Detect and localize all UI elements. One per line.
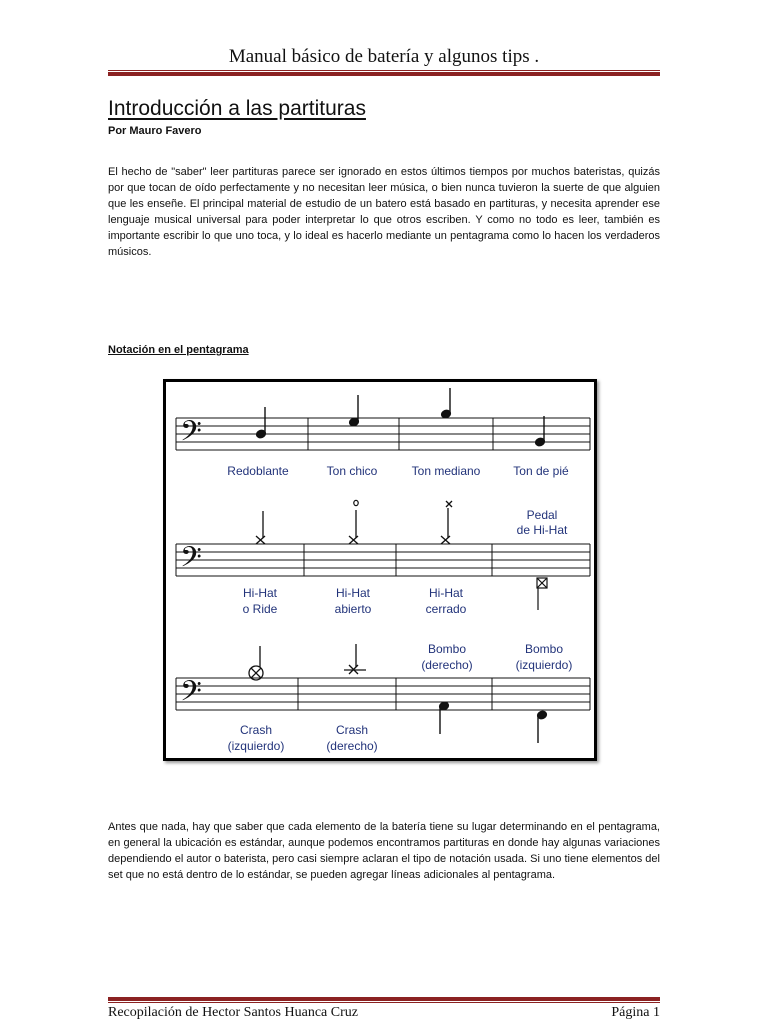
note-hi-hat-abierto (349, 500, 358, 544)
body-paragraph: Antes que nada, hay que saber que cada elemento de la batería tiene su lugar determinando en el pentagrama, en general la ubicación es estándar, aunque podemos encontramos partituras en donde hay algunas variaciones dependiendo el autor o baterista, pero casi siempre aclaran el tipo de notación usada. Si uno tiene elementos del set que no está dentro de lo estándar, se pueden agregar líneas adicionales al pentagrama. (108, 821, 660, 881)
drum-notation-figure (163, 379, 597, 761)
label-crash-i-line2: (izquierdo) (227, 739, 285, 753)
label-bombo-i-line1: Bombo (524, 642, 564, 656)
note-bombo-derecho (439, 701, 450, 734)
staff-row-2 (176, 544, 590, 576)
section-heading: Notación en el pentagrama (108, 344, 249, 356)
header-rule-thick (108, 72, 660, 76)
label-bombo-d-line2: (derecho) (421, 658, 473, 672)
label-hh-cerrado-line2: cerrado (425, 602, 467, 616)
label-ton-mediano: Ton mediano (411, 464, 481, 478)
staff-row-1 (176, 418, 590, 450)
footer-credit: Recopilación de Hector Santos Huanca Cruz (108, 1005, 358, 1020)
note-hi-hat-ride (256, 511, 265, 544)
bass-clef-icon: 𝄢 (180, 675, 202, 715)
footer-rule (108, 1002, 660, 1003)
notation-chart (166, 382, 594, 758)
label-hh-abierto-line2: abierto (334, 602, 372, 616)
label-crash-d-line1: Crash (335, 723, 369, 737)
label-redoblante: Redoblante (227, 464, 289, 478)
label-hh-ride-line1: Hi-Hat (242, 586, 278, 600)
staff-row-3 (176, 678, 590, 710)
document-author: Por Mauro Favero (108, 125, 202, 137)
label-hh-cerrado-line1: Hi-Hat (428, 586, 464, 600)
bass-clef-icon: 𝄢 (180, 541, 202, 581)
note-hi-hat-cerrado (441, 501, 452, 544)
note-crash-izquierdo (249, 646, 263, 680)
label-ton-pie: Ton de pié (513, 464, 569, 478)
label-hh-ride-line2: o Ride (242, 602, 278, 616)
intro-paragraph: El hecho de "saber" leer partituras parece ser ignorado en estos últimos tiempos por muchos bateristas, quizás por que tocan de oído perfectamente y no necesitan leer música, o bien nunca tuvieron la suerte de que alguien que les enseñe. El principal material de estudio de un batero está basado en partituras, y necesita aprender ese lenguaje musical universal para poder interpretar lo que otros escriben. Y como no todo es leer, también es importante escribir lo que uno toca, y lo ideal es hacerlo mediante un pentagrama como lo hacen los verdaderos músicos. (108, 166, 660, 258)
page-number: Página 1 (611, 1005, 660, 1020)
label-pedal-line1: Pedal (526, 508, 558, 522)
label-crash-d-line2: (derecho) (326, 739, 378, 753)
note-ton-pie (535, 416, 546, 447)
document-title: Introducción a las partituras (108, 97, 366, 120)
running-header: Manual básico de batería y algunos tips . (228, 46, 540, 67)
note-ton-chico (349, 395, 360, 427)
header-rule (108, 70, 660, 71)
bass-clef-icon: 𝄢 (180, 415, 202, 455)
note-redoblante (256, 407, 267, 439)
note-bombo-izquierdo (537, 710, 548, 743)
label-crash-i-line1: Crash (239, 723, 273, 737)
label-ton-chico: Ton chico (326, 464, 378, 478)
label-bombo-i-line2: (izquierdo) (515, 658, 573, 672)
note-pedal-hi-hat (537, 578, 547, 610)
label-bombo-d-line1: Bombo (427, 642, 467, 656)
note-crash-derecho (344, 644, 366, 674)
footer-rule-thick (108, 997, 660, 1001)
note-ton-mediano (441, 388, 452, 419)
label-hh-abierto-line1: Hi-Hat (335, 586, 371, 600)
label-pedal-line2: de Hi-Hat (516, 523, 568, 537)
